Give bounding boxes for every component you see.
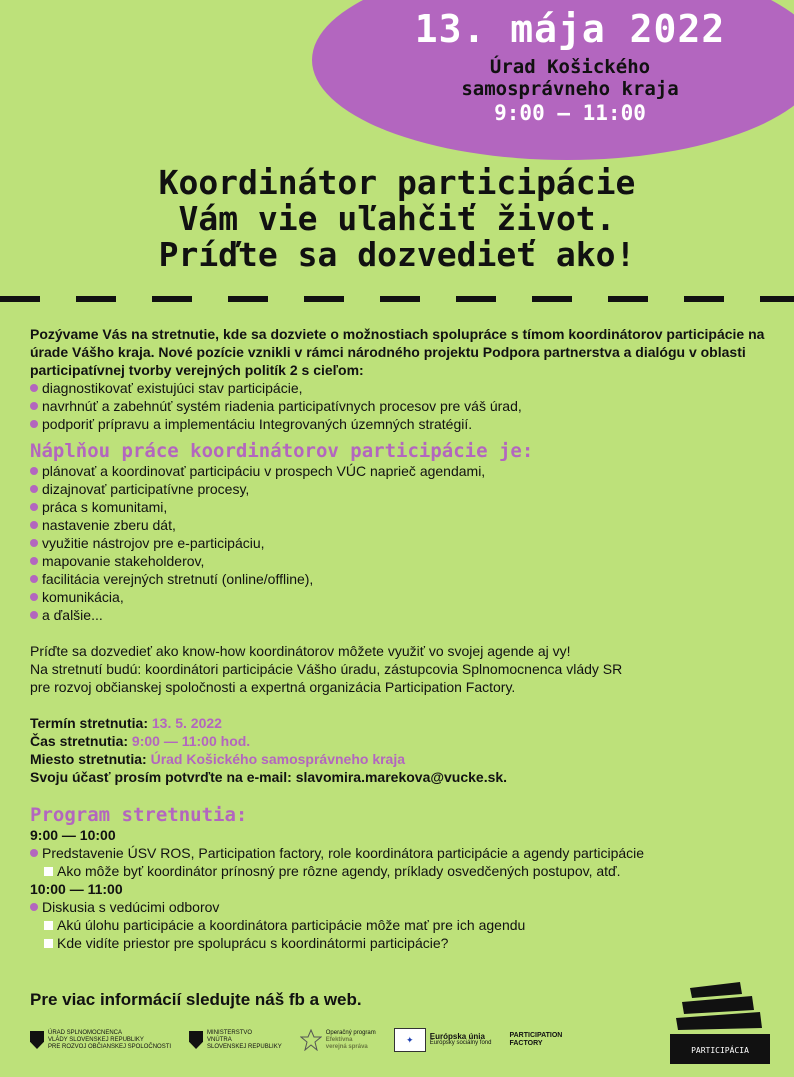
list-item: Akú úlohu participácie a koordinátora participácie môže mať pre ich agendu [30,916,770,934]
eu-logo: ✦ Európska únia Európsky sociálny fond [394,1028,492,1052]
oper-program-logo: Operačný program Efektívna verejná správa [300,1029,376,1051]
list-item: diagnostikovať existujúci stav participácie, [30,379,770,397]
goals-list [30,379,770,433]
main-content [30,325,770,952]
program-title: Program stretnutia: [30,804,248,826]
venue-line2: samosprávneho kraja [461,78,679,100]
meeting-details [30,714,770,786]
headline-line3: Príďte sa dozvedieť ako! [158,235,636,274]
bullet-dot-icon [30,611,38,619]
list-item: nastavenie zberu dát, [30,516,770,534]
participacia-logo [670,980,770,1065]
list-item: facilitácia verejných stretnutí (online/offline), [30,570,770,588]
time-value: 9:00 — 11:00 hod. [131,733,251,749]
list-item: dizajnovať participatívne procesy, [30,480,770,498]
bullet-dot-icon [30,575,38,583]
event-date: 13. mája 2022 [414,7,726,51]
venue-line1: Úrad Košického [489,56,651,78]
list-item: podporiť prípravu a implementáciu Integrovaných územných stratégií. [30,415,770,433]
bullet-dot-icon [30,903,38,911]
headline [0,165,794,273]
list-item: Diskusia s vedúcimi odborov [30,898,770,916]
list-item: plánovať a koordinovať participáciu v prospech VÚC naprieč agendami, [30,462,770,480]
headline-line2: Vám vie uľahčiť život. [178,199,616,238]
bullet-dot-icon [30,384,38,392]
usv-ros-logo: ÚRAD SPLNOMOCNENCA VLÁDY SLOVENSKEJ REPUBLIKY PRE ROZVOJ OBČIANSKEJ SPOLOČNOSTI [30,1030,171,1051]
duties-list [30,462,770,624]
more-info-text: Pre viac informácií sledujte náš fb a web. [30,990,362,1009]
coat-of-arms-icon [189,1031,203,1049]
term-value: 13. 5. 2022 [151,715,222,731]
intro-text: Pozývame Vás na stretnutie, kde sa dozviete o možnostiach spolupráce s tímom koordinátorov participácie na úrade Vášho kraja. Nové pozície vznikli v rámci národného projektu Podpora partnerstva a dialógu v oblasti participatívnej tvorby verejných politík 2 s cieľom: [30,326,765,378]
coat-of-arms-icon [30,1031,44,1049]
bullet-dot-icon [30,467,38,475]
duties-title: Náplňou práce koordinátorov participácie je: [30,440,534,462]
bullet-dot-icon [30,521,38,529]
program-list [30,826,770,952]
header-info [400,0,740,126]
ministry-logo: MINISTERSTVO VNÚTRA SLOVENSKEJ REPUBLIKY [189,1030,282,1051]
participation-factory-logo: PARTICIPATION FACTORY [509,1032,563,1047]
bullet-dot-icon [30,593,38,601]
place-value: Úrad Košického samosprávneho kraja [150,751,406,767]
headline-line1: Koordinátor participácie [158,163,636,202]
partner-logos [30,1028,562,1052]
svg-text:PARTICIPÁCIA: PARTICIPÁCIA [691,1046,749,1055]
bullet-square-icon [44,867,53,876]
place-label: Miesto stretnutia: [30,751,147,767]
bullet-dot-icon [30,849,38,857]
confirm-email: Svoju účasť prosím potvrďte na e-mail: slavomira.marekova@vucke.sk. [30,769,508,785]
program-time: 10:00 — 11:00 [30,881,123,897]
bullet-dot-icon [30,539,38,547]
list-item: Predstavenie ÚSV ROS, Participation factory, role koordinátora participácie a agendy participácie [30,844,770,862]
star-icon [300,1029,322,1051]
list-item: Kde vidíte priestor pre spoluprácu s koordinátormi participácie? [30,934,770,952]
bullet-dot-icon [30,420,38,428]
bullet-dot-icon [30,402,38,410]
closing-text: Príďte sa dozvedieť ako know-how koordinátorov môžete využiť vo svojej agende aj vy! Na stretnutí budú: koordinátori participácie Vášho úradu, zástupcovia Splnomocnenca vlády SR pre rozvoj občianskej spoločnosti a expertná organizácia Participation Factory. [30,643,623,695]
list-item: využitie nástrojov pre e-participáciu, [30,534,770,552]
bullet-square-icon [44,921,53,930]
bullet-dot-icon [30,557,38,565]
time-label: Čas stretnutia: [30,733,129,749]
program-time: 9:00 — 10:00 [30,827,116,843]
list-item: Ako môže byť koordinátor prínosný pre rôzne agendy, príklady osvedčených postupov, atď. [30,862,770,880]
list-item: práca s komunitami, [30,498,770,516]
event-time: 9:00 – 11:00 [494,101,646,125]
bullet-dot-icon [30,503,38,511]
list-item: navrhnúť a zabehnúť systém riadenia participatívnych procesov pre váš úrad, [30,397,770,415]
list-item: mapovanie stakeholderov, [30,552,770,570]
list-item: a ďalšie... [30,606,770,624]
eu-flag-icon: ✦ [394,1028,426,1052]
bullet-dot-icon [30,485,38,493]
dashed-divider [0,296,794,302]
term-label: Termín stretnutia: [30,715,148,731]
list-item: komunikácia, [30,588,770,606]
bullet-square-icon [44,939,53,948]
